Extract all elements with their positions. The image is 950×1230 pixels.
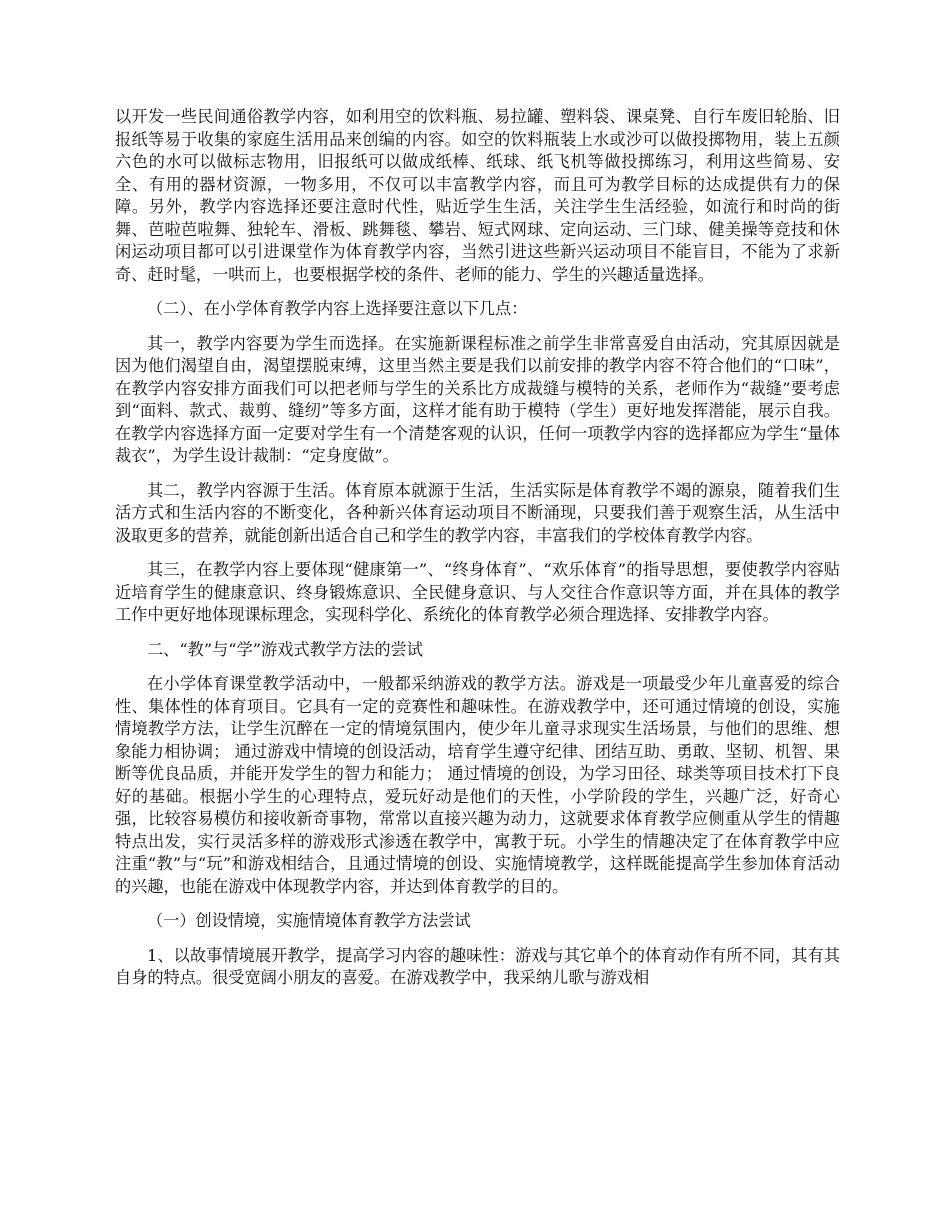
paragraph-story-situation: 1、以故事情境展开教学，提高学习内容的趣味性：游戏与其它单个的体育动作有所不同，其有其自身的特点。很受宽阔小朋友的喜爱。在游戏教学中，我采纳儿歌与游戏相 bbox=[115, 945, 840, 987]
paragraph-game-method: 在小学体育课堂教学活动中，一般都采纳游戏的教学方法。游戏是一项最受少年儿童喜爱的综合性、集体性的体育项目。它具有一定的竞赛性和趣味性。在游戏教学中，还可通过情境的创设，实施情境教学方法，让学生沉醉在一定的情境氛围内，使少年儿童寻求现实生活场景，与他们的思维、想象能力相协调； 通过游戏中情境的创设活动，培育学生遵守纪律、团结互助、勇敢、坚韧、机智、果断等优良品质，并能开发学生的智力和能力； 通过情境的创设，为学习田径、球类等项目技术打下良好的基础。根据小学生的心理特点，爱玩好动是他们的天性，小学阶段的学生，兴趣广泛，好奇心强，比较容易模仿和接收新奇事物，常常以直接兴趣为动力，这就要求体育教学应侧重从学生的情趣特点出发，实行灵活多样的游戏形式渗透在教学中，寓教于玩。小学生的情趣决定了在体育教学中应注重“教”与“玩”和游戏相结合，且通过情境的创设、实施情境教学，这样既能提高学生参加体育活动的兴趣，也能在游戏中体现教学内容，并达到体育教学的目的。 bbox=[115, 674, 840, 896]
section-heading-situation: （一）创设情境，实施情境体育教学方法尝试 bbox=[147, 911, 471, 930]
paragraph-point-two: 其二，教学内容源于生活。体育原本就源于生活，生活实际是体育教学不竭的源泉，随着我们生活方式和生活内容的不断变化，各种新兴体育运动项目不断涌现，只要我们善于观察生活，从生活中汲取更多的营养，就能创新出适合自己和学生的教学内容，丰富我们的学校体育教学内容。 bbox=[115, 480, 840, 545]
section-heading-selection-points: （二）、在小学体育教学内容上选择要注意以下几点： bbox=[147, 299, 528, 318]
paragraph-point-three: 其三，在教学内容上要体现“健康第一”、“终身体育”、“欢乐体育”的指导思想，要使教学内容贴近培育学生的健康意识、终身锻炼意识、全民健身意识、与人交往合作意识等方面，并在具体的教学工作中更好地体现课标理念，实现科学化、系统化的体育教学必须合理选择、安排教学内容。 bbox=[115, 560, 840, 624]
paragraph-intro-continuation: 以开发一些民间通俗教学内容，如利用空的饮料瓶、易拉罐、塑料袋、课桌凳、自行车废旧轮胎、旧报纸等易于收集的家庭生活用品来创编的内容。如空的饮料瓶装上水或沙可以做投掷物用，装上五颜六色的水可以做标志物用，旧报纸可以做成纸棒、纸球、纸飞机等做投掷练习，利用这些简易、安全、有用的器材资源，一物多用，不仅可以丰富教学内容，而且可为教学目标的达成提供有力的保障。另外，教学内容选择还要注意时代性，贴近学生生活，关注学生生活经验，如流行和时尚的街舞、芭啦芭啦舞、独轮车、滑板、跳舞毯、攀岩、短式网球、定向运动、三门球、健美操等竞技和休闲运动项目都可以引进课堂作为体育教学内容，当然引进这些新兴运动项目不能盲目，不能为了求新奇、赶时髦，一哄而上，也要根据学校的条件、老师的能力、学生的兴趣适量选择。 bbox=[115, 107, 840, 284]
section-heading-game-teaching: 二、“教”与“学”游戏式教学方法的尝试 bbox=[147, 639, 423, 659]
document-page bbox=[115, 106, 840, 1002]
paragraph-point-one: 其一，教学内容要为学生而选择。在实施新课程标准之前学生非常喜爱自由活动，究其原因就是因为他们渴望自由，渴望摆脱束缚，这里当然主要是我们以前安排的教学内容不符合他们的“口味”，在教学内容安排方面我们可以把老师与学生的关系比方成裁缝与模特的关系，老师作为“裁缝”要考虑到“面料、款式、裁剪、缝纫”等多方面，这样才能有助于模特（学生）更好地发挥潜能，展示自我。在教学内容选择方面一定要对学生有一个清楚客观的认识，任何一项教学内容的选择都应为学生“量体裁衣”，为学生设计裁制：“定身度做”。 bbox=[115, 333, 840, 465]
